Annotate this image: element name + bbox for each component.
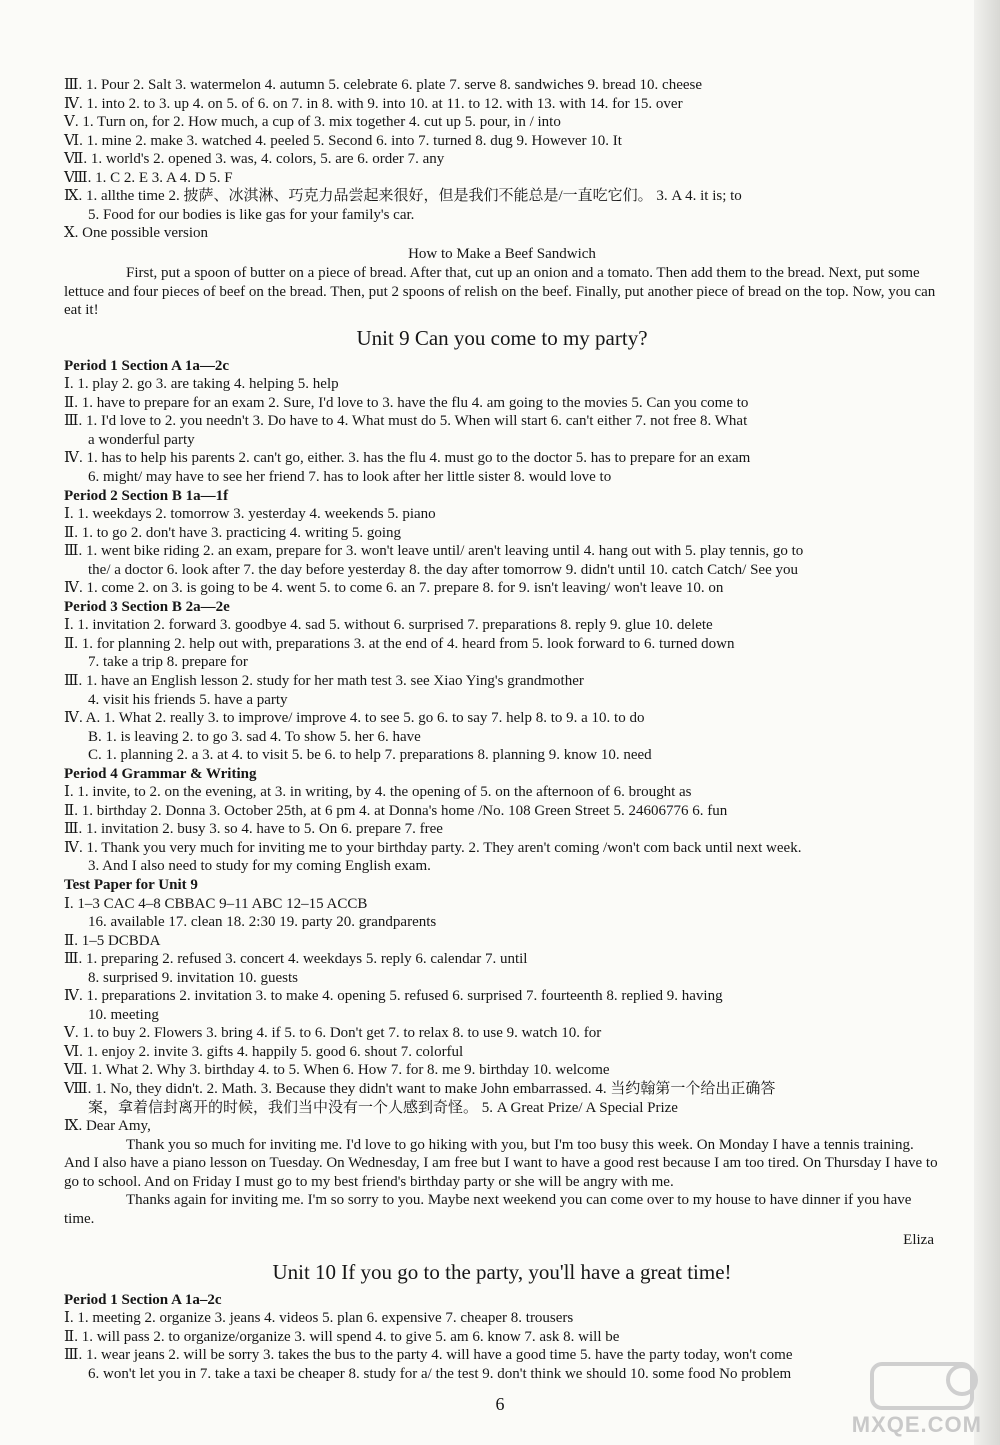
section-heading: Period 4 Grammar & Writing bbox=[64, 765, 257, 782]
answer-line: Ⅱ. 1–5 DCBDA bbox=[64, 932, 161, 949]
answer-line: Ⅱ. 1. have to prepare for an exam 2. Sure, I'd love to 3. have the flu 4. am going to the movies 5. Can you come to bbox=[64, 394, 749, 411]
letter-signature: Eliza bbox=[903, 1231, 934, 1248]
section-heading: Period 3 Section B 2a—2e bbox=[64, 598, 230, 615]
answer-line: Ⅰ. 1–3 CAC 4–8 CBBAC 9–11 ABC 12–15 ACCB bbox=[64, 895, 368, 912]
essay-title: How to Make a Beef Sandwich bbox=[408, 245, 596, 262]
essay-body: First, put a spoon of butter on a piece of bread. After that, cut up an onion and a tomato. Then add them to the bread. Next, put some lettuce and four pieces of beef on the bread. Then, put 2 spoons of relish on the beef. Finally, put another piece of bread on the top. Now, you can eat it! bbox=[64, 264, 936, 319]
section-heading: Period 2 Section B 1a—1f bbox=[64, 487, 229, 504]
answer-line: Ⅵ. 1. mine 2. make 3. watched 4. peeled 5. Second 6. into 7. turned 8. dug 9. However 10. It bbox=[64, 132, 622, 149]
answer-line: Ⅲ. 1. I'd love to 2. you needn't 3. Do have to 4. What must do 5. When will start 6. can't either 7. not free 8. What bbox=[64, 413, 748, 430]
answer-line: 3. And I also need to study for my coming English exam. bbox=[88, 858, 431, 875]
answer-line: 8. surprised 9. invitation 10. guests bbox=[88, 969, 298, 986]
answer-line: 6. won't let you in 7. take a taxi be cheaper 8. study for a/ the test 9. don't think we should 10. some food No problem bbox=[88, 1365, 792, 1382]
answer-line: 10. meeting bbox=[88, 1006, 159, 1023]
answer-line: Ⅷ. 1. No, they didn't. 2. Math. 3. Because they didn't want to make John embarrassed. 4. 当约翰第一个给出正确答 bbox=[64, 1081, 776, 1098]
letter-paragraph-1: Thank you so much for inviting me. I'd love to go hiking with you, but I'm too busy this week. On Monday I have a tennis training. And I also have a piano lesson on Tuesday. On Wednesday, I am free but I want to have a good rest because I am too tired. On Thursday I have to go to school. And on Friday I must go to my best friend's birthday party or she will be angry with me. bbox=[64, 1136, 938, 1190]
answer-line: 4. visit his friends 5. have a party bbox=[88, 691, 288, 708]
answer-line: Ⅶ. 1. world's 2. opened 3. was, 4. colors, 5. are 6. order 7. any bbox=[64, 151, 445, 168]
answer-line: Ⅲ. 1. preparing 2. refused 3. concert 4. weekdays 5. reply 6. calendar 7. until bbox=[64, 951, 528, 968]
answer-line: Ⅳ. 1. Thank you very much for inviting me to your birthday party. 2. They aren't coming /won't com back until next week. bbox=[64, 839, 802, 856]
answer-line: Ⅱ. 1. for planning 2. help out with, preparations 3. at the end of 4. heard from 5. look forward to 6. turned down bbox=[64, 635, 735, 652]
letter-paragraph-2: Thanks again for inviting me. I'm so sorry to you. Maybe next weekend you can come over to my house to have dinner if you have time. bbox=[64, 1192, 912, 1228]
answer-line: Ⅸ. 1. allthe time 2. 披萨、冰淇淋、巧克力品尝起来很好，但是我们不能总是/一直吃它们。 3. A 4. it is; to bbox=[64, 188, 742, 205]
answer-line: Ⅳ. 1. into 2. to 3. up 4. on 5. of 6. on 7. in 8. with 9. into 10. at 11. to 12. with 13. with 14. for 15. over bbox=[64, 95, 683, 112]
unit8-answers bbox=[64, 76, 940, 243]
answer-line: Ⅸ. Dear Amy, bbox=[64, 1118, 151, 1135]
answer-line: Ⅴ. 1. Turn on, for 2. How much, a cup of 3. mix together 4. cut up 5. pour, in / into bbox=[64, 114, 561, 131]
answer-line: Ⅱ. 1. birthday 2. Donna 3. October 25th, at 6 pm 4. at Donna's home /No. 108 Green Street 5. 24606776 6. fun bbox=[64, 802, 728, 819]
answer-line: Ⅲ. 1. went bike riding 2. an exam, prepare for 3. won't leave until/ aren't leaving until 4. hang out with 5. play tennis, go to bbox=[64, 543, 804, 560]
answer-line: Ⅲ. 1. Pour 2. Salt 3. watermelon 4. autumn 5. celebrate 6. plate 7. serve 8. sandwiches 9. bread 10. cheese bbox=[64, 77, 703, 93]
answer-line: Ⅳ. 1. preparations 2. invitation 3. to make 4. opening 5. refused 6. surprised 7. fourteenth 8. replied 9. having bbox=[64, 988, 723, 1005]
answer-line: 7. take a trip 8. prepare for bbox=[88, 654, 248, 671]
section-heading: Test Paper for Unit 9 bbox=[64, 877, 198, 894]
answer-line: Ⅰ. 1. weekdays 2. tomorrow 3. yesterday 4. weekends 5. piano bbox=[64, 506, 436, 523]
answer-line: Ⅱ. 1. to go 2. don't have 3. practicing 4. writing 5. going bbox=[64, 524, 402, 541]
page-number: 6 bbox=[495, 1394, 505, 1414]
section-heading: Period 1 Section A 1a—2c bbox=[64, 357, 229, 374]
answer-line: 案，拿着信封离开的时候，我们当中没有一个人感到奇怪。 5. A Great Prize/ A Special Prize bbox=[88, 1099, 678, 1116]
answer-line: 16. available 17. clean 18. 2:30 19. party 20. grandparents bbox=[88, 914, 437, 931]
answer-line: Ⅹ. One possible version bbox=[64, 225, 208, 242]
section-heading: Period 1 Section A 1a–2c bbox=[64, 1291, 222, 1308]
answer-line: B. 1. is leaving 2. to go 3. sad 4. To show 5. her 6. have bbox=[88, 728, 421, 745]
answer-content bbox=[64, 76, 940, 1383]
answer-line: Ⅰ. 1. invitation 2. forward 3. goodbye 4. sad 5. without 6. surprised 7. preparations 8. reply 9. glue 10. delete bbox=[64, 617, 713, 634]
answer-line: Ⅰ. 1. invite, to 2. on the evening, at 3. in writing, by 4. the opening of 5. on the afternoon of 6. brought as bbox=[64, 784, 692, 801]
unit9-answers bbox=[64, 357, 940, 1136]
scan-edge-shadow bbox=[974, 0, 1000, 1445]
answer-line: the/ a doctor 6. look after 7. the day before yesterday 8. the day after tomorrow 9. didn't until 10. catch Catch/ See you bbox=[88, 561, 798, 578]
answer-line: Ⅲ. 1. have an English lesson 2. study for her math test 3. see Xiao Ying's grandmother bbox=[64, 673, 584, 689]
answer-line: Ⅵ. 1. enjoy 2. invite 3. gifts 4. happily 5. good 6. shout 7. colorful bbox=[64, 1043, 464, 1060]
unit10-title: Unit 10 If you go to the party, you'll have a great time! bbox=[272, 1259, 732, 1284]
answer-line: Ⅳ. A. 1. What 2. really 3. to improve/ improve 4. to see 5. go 6. to say 7. help 8. to 9. a 10. to do bbox=[64, 710, 645, 727]
answer-line: Ⅱ. 1. will pass 2. to organize/organize 3. will spend 4. to give 5. am 6. know 7. ask 8. will be bbox=[64, 1328, 620, 1345]
answer-line: 5. Food for our bodies is like gas for your family's car. bbox=[88, 206, 415, 223]
answer-line: Ⅳ. 1. come 2. on 3. is going to be 4. went 5. to come 6. an 7. prepare 8. for 9. isn't leaving/ won't leave 10. on bbox=[64, 580, 724, 597]
answer-line: Ⅶ. 1. What 2. Why 3. birthday 4. to 5. When 6. How 7. for 8. me 9. birthday 10. welcome bbox=[64, 1062, 610, 1079]
answer-line: Ⅴ. 1. to buy 2. Flowers 3. bring 4. if 5. to 6. Don't get 7. to relax 8. to use 9. watch 10. for bbox=[64, 1025, 602, 1042]
answer-line: C. 1. planning 2. a 3. at 4. to visit 5. be 6. to help 7. preparations 8. planning 9. know 10. need bbox=[88, 747, 652, 764]
answer-line: Ⅲ. 1. wear jeans 2. will be sorry 3. takes the bus to the party 4. will have a good time 5. have the party today, won't come bbox=[64, 1347, 793, 1364]
answer-line: Ⅳ. 1. has to help his parents 2. can't go, either. 3. has the flu 4. must go to the doctor 5. has to prepare for an exam bbox=[64, 450, 751, 467]
unit10-answers bbox=[64, 1291, 940, 1384]
answer-line: Ⅰ. 1. meeting 2. organize 3. jeans 4. videos 5. plan 6. expensive 7. cheaper 8. trousers bbox=[64, 1310, 574, 1327]
answer-line: 6. might/ may have to see her friend 7. has to look after her little sister 8. would love to bbox=[88, 468, 612, 485]
watermark-text: MXQE.COM bbox=[851, 1412, 982, 1437]
unit9-title: Unit 9 Can you come to my party? bbox=[356, 325, 648, 350]
answer-line: Ⅰ. 1. play 2. go 3. are taking 4. helping 5. help bbox=[64, 376, 339, 393]
answer-line: Ⅷ. 1. C 2. E 3. A 4. D 5. F bbox=[64, 169, 233, 186]
answer-line: a wonderful party bbox=[88, 431, 195, 448]
answer-line: Ⅲ. 1. invitation 2. busy 3. so 4. have to 5. On 6. prepare 7. free bbox=[64, 821, 443, 838]
